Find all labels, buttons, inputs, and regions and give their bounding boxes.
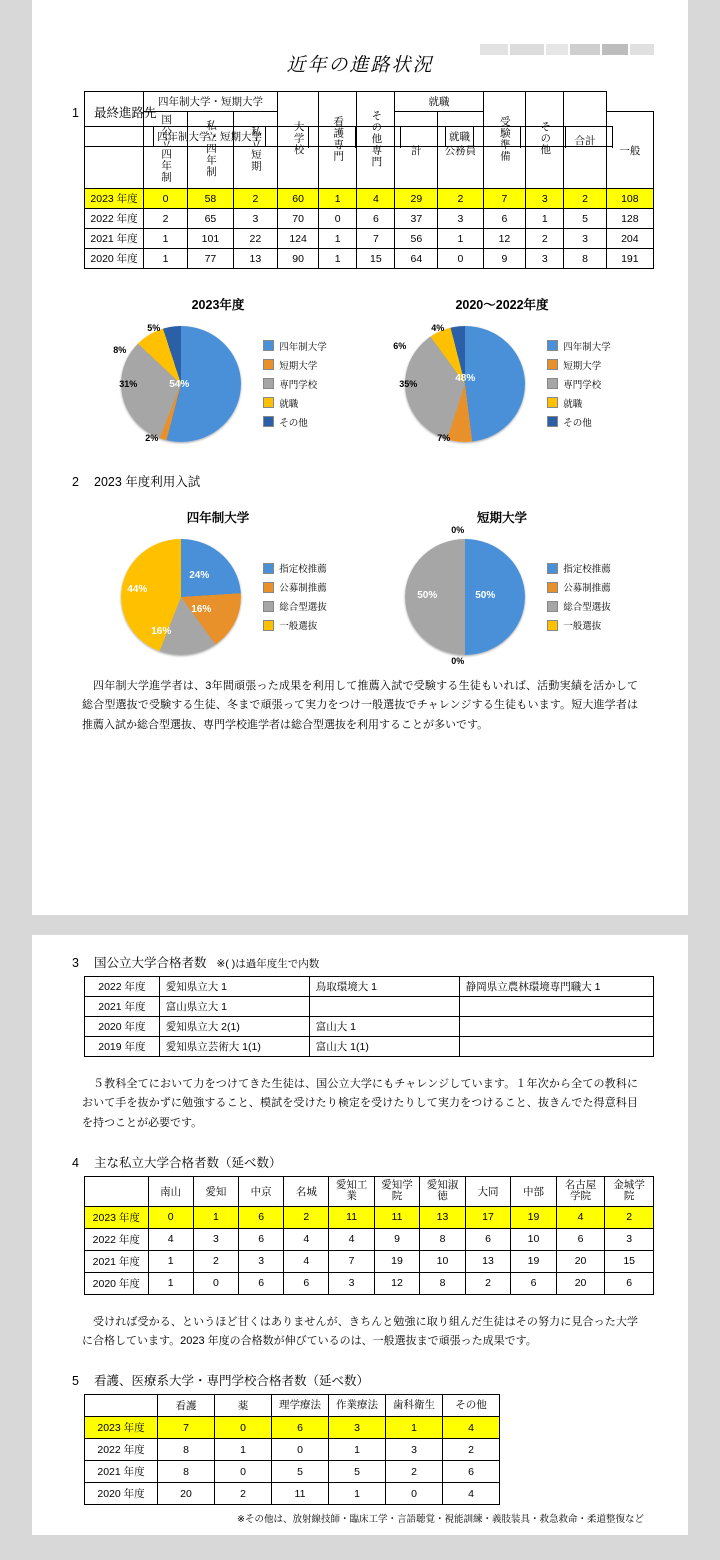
table-row — [85, 229, 654, 249]
cell: 29 — [395, 189, 438, 209]
cell: 0 — [215, 1461, 272, 1483]
table-header-row — [85, 1176, 654, 1206]
cell: 17 — [465, 1206, 511, 1228]
cell: 3 — [438, 209, 483, 229]
section-5-number: 5 — [72, 1374, 79, 1389]
header-university-group: 四年制大学・短期大学 — [154, 127, 266, 147]
cell: 12 — [374, 1272, 420, 1294]
cell: 13 — [233, 249, 277, 269]
row-year: 2022 年度 — [85, 977, 160, 997]
cell: 0 — [319, 209, 357, 229]
cell: 13 — [420, 1206, 466, 1228]
chart-4year-univ — [76, 508, 360, 659]
section-3-heading — [66, 953, 654, 971]
cell: 1 — [144, 229, 188, 249]
cell: 2 — [526, 229, 564, 249]
row-year: 2022 年度 — [85, 1439, 158, 1461]
cell: 56 — [395, 229, 438, 249]
row-year: 2019 年度 — [85, 1037, 160, 1057]
legend-label: 公募制推薦 — [279, 583, 327, 594]
page-separator — [0, 915, 720, 935]
cell: 4 — [556, 1206, 605, 1228]
col-juken-junbi: 受験準備 — [498, 115, 511, 162]
cell: 77 — [188, 249, 234, 269]
cell: 2 — [215, 1483, 272, 1505]
cell: 6 — [284, 1272, 329, 1294]
cell: 7 — [483, 189, 526, 209]
header-employment-group: 就職 — [446, 127, 474, 147]
row-year: 2020 年度 — [85, 1272, 149, 1294]
cell: 6 — [357, 209, 395, 229]
legend-label: 短期大学 — [279, 360, 318, 372]
col-sonota: その他 — [539, 121, 552, 156]
col-nagoya-gakuin: 名古屋学院 — [556, 1176, 605, 1206]
cell: 2 — [564, 189, 606, 209]
row-year: 2023 年度 — [85, 1417, 158, 1439]
col-rigaku-ryoho: 理学療法 — [272, 1395, 329, 1417]
legend-label: 専門学校 — [279, 379, 318, 391]
pie-label: 16% — [151, 626, 172, 637]
cell: 108 — [606, 189, 653, 209]
cell: 1 — [329, 1439, 386, 1461]
legend-label: 就職 — [563, 398, 583, 410]
cell — [459, 997, 653, 1017]
legend-label: 総合型選抜 — [563, 602, 611, 613]
col-aichi-kogyo: 愛知工業 — [329, 1176, 374, 1206]
cell: 0 — [386, 1483, 443, 1505]
cell: 191 — [606, 249, 653, 269]
cell: 19 — [511, 1206, 557, 1228]
col-sonota-senmon: その他専門 — [370, 109, 383, 168]
cell: 10 — [511, 1228, 557, 1250]
cell: 1 — [438, 229, 483, 249]
cell: 愛知県立大 2(1) — [159, 1017, 309, 1037]
page-2 — [32, 935, 688, 1535]
table-row — [85, 1037, 654, 1057]
col-chubu: 中部 — [511, 1176, 557, 1206]
pie-label: 35% — [399, 379, 418, 389]
table-row — [85, 1206, 654, 1228]
cell: 20 — [158, 1483, 215, 1505]
cell: 3 — [526, 249, 564, 269]
legend-label: 就職 — [279, 398, 299, 410]
row-year: 2021 年度 — [85, 229, 144, 249]
section-2-paragraph: 四年制大学進学者は、3年間頑張った成果を利用して推薦入試で受験する生徒もいれば、活動実績を活かして総合型選抜で受験する生徒、冬まで頑張って実力をつけ一般選抜でチャレンジする生徒もいます。短大進学者は推薦入試か総合型選抜、専門学校進学者は総合型選抜を利用することが多いです。 — [82, 680, 638, 731]
cell: 3 — [329, 1417, 386, 1439]
cell: 4 — [443, 1483, 500, 1505]
cell: 2 — [144, 209, 188, 229]
cell: 3 — [233, 209, 277, 229]
cell: 10 — [420, 1250, 466, 1272]
cell: 1 — [526, 209, 564, 229]
cell: 2 — [443, 1439, 500, 1461]
table-row — [85, 1272, 654, 1294]
cell: 愛知県立大 1 — [159, 977, 309, 997]
section-3-title: 国公立大学合格者数 — [94, 956, 207, 970]
row-year: 2023 年度 — [85, 189, 144, 209]
cell: 64 — [395, 249, 438, 269]
pie-label: 50% — [475, 590, 496, 601]
cell: 7 — [158, 1417, 215, 1439]
pie-chart — [393, 525, 543, 666]
legend-label: 指定校推薦 — [563, 564, 611, 575]
col-shika-eisei: 歯科衛生 — [386, 1395, 443, 1417]
legend-label: 専門学校 — [563, 379, 602, 391]
cell — [459, 1017, 653, 1037]
section-1-number: 1 — [72, 106, 79, 120]
pie-chart — [109, 321, 259, 446]
cell: 3 — [605, 1228, 654, 1250]
pie-label: 4% — [431, 323, 445, 333]
cell: 90 — [277, 249, 318, 269]
pie-label: 0% — [451, 525, 465, 535]
table-row — [85, 1017, 654, 1037]
cell: 6 — [556, 1228, 605, 1250]
cell: 70 — [277, 209, 318, 229]
header-row-top — [85, 92, 654, 112]
table-row — [85, 1439, 500, 1461]
cell: 19 — [374, 1250, 420, 1272]
section-3-number: 3 — [72, 956, 79, 970]
exam-type-pie-charts — [76, 508, 644, 666]
legend-label: 短期大学 — [563, 360, 602, 372]
cell — [459, 1037, 653, 1057]
section-5-note: ※その他は、放射線技師・臨床工学・言語聴覚・視能訓練・義肢装具・救急救命・柔道整復など — [237, 1514, 644, 1526]
cell: 1 — [144, 249, 188, 269]
col-chukyo: 中京 — [239, 1176, 284, 1206]
private-univ-table — [84, 1176, 654, 1295]
cell: 6 — [272, 1417, 329, 1439]
cell: 2 — [605, 1206, 654, 1228]
page-title: 近年の進路状況 — [286, 55, 434, 76]
pie-label: 44% — [127, 584, 148, 595]
cell: 0 — [148, 1206, 193, 1228]
legend-label: 四年制大学 — [279, 341, 327, 353]
col-nanzan: 南山 — [148, 1176, 193, 1206]
pie-chart — [393, 321, 543, 446]
section-1-title: 最終進路先 — [94, 106, 157, 120]
pie-label: 5% — [147, 323, 161, 333]
table-row — [85, 249, 654, 269]
cell: 58 — [188, 189, 234, 209]
row-year: 2021 年度 — [85, 1461, 158, 1483]
cell: 6 — [605, 1272, 654, 1294]
cell: 9 — [374, 1228, 420, 1250]
col-daigakko: 大学校 — [292, 121, 305, 156]
cell: 3 — [193, 1228, 238, 1250]
cell: 3 — [329, 1272, 374, 1294]
group-header-university: 四年制大学・短期大学 — [144, 92, 278, 112]
cell: 65 — [188, 209, 234, 229]
pie-label: 24% — [189, 570, 210, 581]
cell: 11 — [374, 1206, 420, 1228]
cell: 37 — [395, 209, 438, 229]
cell: 11 — [272, 1483, 329, 1505]
row-year: 2022 年度 — [85, 209, 144, 229]
pie-label: 0% — [451, 656, 465, 666]
chart-2023 — [76, 295, 360, 446]
table-row — [85, 977, 654, 997]
cell: 2 — [438, 189, 483, 209]
chart-legend — [263, 334, 327, 434]
cell: 静岡県立農林環境専門職大 1 — [459, 977, 653, 997]
cell: 9 — [483, 249, 526, 269]
cell: 8 — [158, 1461, 215, 1483]
cell: 6 — [511, 1272, 557, 1294]
cell: 3 — [239, 1250, 284, 1272]
pie-label: 31% — [119, 379, 138, 389]
table-header-row — [85, 1395, 500, 1417]
pie-label: 54% — [169, 379, 190, 390]
cell: 富山大 1(1) — [309, 1037, 459, 1057]
cell: 0 — [272, 1439, 329, 1461]
destination-pie-charts — [76, 295, 644, 446]
row-year: 2021 年度 — [85, 997, 160, 1017]
row-year: 2021 年度 — [85, 1250, 149, 1272]
cell: 8 — [420, 1272, 466, 1294]
col-meijo: 名城 — [284, 1176, 329, 1206]
cell: 0 — [215, 1417, 272, 1439]
cell: 6 — [483, 209, 526, 229]
cell: 101 — [188, 229, 234, 249]
cell: 124 — [277, 229, 318, 249]
col-kei: 計 — [395, 112, 438, 189]
cell: 富山県立大 1 — [159, 997, 309, 1017]
cell: 1 — [386, 1417, 443, 1439]
section-4-heading — [66, 1153, 654, 1171]
col-kokkoritsu: 国公立四年制 — [160, 114, 173, 183]
col-daido: 大同 — [465, 1176, 511, 1206]
row-year: 2020 年度 — [85, 1017, 160, 1037]
cell: 7 — [329, 1250, 374, 1272]
cell: 5 — [272, 1461, 329, 1483]
cell: 0 — [144, 189, 188, 209]
cell: 鳥取環境大 1 — [309, 977, 459, 997]
nursing-medical-table — [84, 1394, 500, 1505]
pie-label: 50% — [417, 590, 438, 601]
col-yaku: 薬 — [215, 1395, 272, 1417]
section-4-paragraph: 受ければ受かる、というほど甘くはありませんが、きちんと勉強に取り組んだ生徒はその努力に見合った大学に合格しています。2023 年度の合格数が伸びているのは、一般選抜まで頑張った成果です。 — [82, 1315, 638, 1348]
cell: 8 — [158, 1439, 215, 1461]
cell: 0 — [438, 249, 483, 269]
section-4-number: 4 — [72, 1155, 79, 1170]
cell: 204 — [606, 229, 653, 249]
col-aichi: 愛知 — [193, 1176, 238, 1206]
page-1 — [32, 0, 688, 915]
section-3-paragraph: ５教科全てにおいて力をつけてきた生徒は、国公立大学にもチャレンジしています。１年次から全ての教科において手を抜かずに勉強すること、模試を受けたり検定を受けたりして実力をつけること、抜きんでた得意科目を持つことが必要です。 — [82, 1078, 638, 1129]
cell — [309, 997, 459, 1017]
legend-label: その他 — [279, 417, 308, 429]
col-shiritsu-tanki: 私立短期 — [249, 125, 262, 172]
cell: 2 — [284, 1206, 329, 1228]
cell: 0 — [193, 1272, 238, 1294]
cell: 1 — [319, 189, 357, 209]
redacted-header-block — [480, 44, 654, 55]
chart-legend — [547, 334, 611, 434]
pie-chart — [109, 534, 259, 659]
legend-label: 一般選抜 — [279, 621, 318, 632]
national-public-univ-table — [84, 976, 654, 1057]
section-5-heading — [66, 1371, 654, 1389]
table-row — [85, 1228, 654, 1250]
col-kinjo-gakuin: 金城学院 — [605, 1176, 654, 1206]
col-aichi-gakuin: 愛知学院 — [374, 1176, 420, 1206]
cell: 4 — [284, 1250, 329, 1272]
col-sagyo-ryoho: 作業療法 — [329, 1395, 386, 1417]
cell: 1 — [319, 229, 357, 249]
chart-title: 短期大学 — [476, 511, 527, 525]
cell: 3 — [564, 229, 606, 249]
chart-title: 2023年度 — [191, 298, 245, 312]
cell: 2 — [233, 189, 277, 209]
table-row — [85, 1461, 500, 1483]
row-year: 2020 年度 — [85, 249, 144, 269]
cell: 8 — [564, 249, 606, 269]
table-row — [85, 997, 654, 1017]
cell: 6 — [239, 1206, 284, 1228]
legend-label: 総合型選抜 — [279, 602, 327, 613]
cell: 愛知県立芸術大 1(1) — [159, 1037, 309, 1057]
cell: 2 — [386, 1461, 443, 1483]
cell: 15 — [605, 1250, 654, 1272]
cell: 6 — [239, 1228, 284, 1250]
col-koumuin: 公務員 — [438, 112, 483, 189]
cell: 4 — [329, 1228, 374, 1250]
cell: 12 — [483, 229, 526, 249]
cell: 5 — [564, 209, 606, 229]
chart-title: 2020〜2022年度 — [455, 298, 549, 312]
chart-2020-2022 — [360, 295, 644, 446]
legend-label: 一般選抜 — [563, 621, 602, 632]
table-row — [85, 1483, 500, 1505]
section-2-title: 2023 年度利用入試 — [94, 475, 201, 489]
cell: 4 — [148, 1228, 193, 1250]
table-row — [85, 209, 654, 229]
cell: 1 — [215, 1439, 272, 1461]
pie-label: 48% — [455, 373, 476, 384]
cell: 11 — [329, 1206, 374, 1228]
col-total: 合計 — [564, 92, 606, 189]
final-destination-table-main — [84, 91, 654, 269]
row-year: 2023 年度 — [85, 1206, 149, 1228]
pie-label: 16% — [191, 604, 212, 615]
chart-title: 四年制大学 — [186, 511, 250, 525]
row-year: 2022 年度 — [85, 1228, 149, 1250]
cell: 8 — [420, 1228, 466, 1250]
cell: 1 — [148, 1272, 193, 1294]
cell: 3 — [526, 189, 564, 209]
col-sonota: その他 — [443, 1395, 500, 1417]
cell: 1 — [148, 1250, 193, 1272]
cell: 4 — [357, 189, 395, 209]
cell: 1 — [319, 249, 357, 269]
chart-junior-college — [360, 508, 644, 666]
col-kango: 看護専門 — [332, 115, 345, 162]
col-aichi-shukutoku: 愛知淑徳 — [420, 1176, 466, 1206]
col-shiritsu-4: 私立四年制 — [204, 119, 217, 178]
legend-label: 四年制大学 — [563, 341, 611, 353]
chart-legend — [263, 556, 327, 637]
section-4-title: 主な私立大学合格者数（延べ数） — [94, 1155, 282, 1170]
table-row — [85, 1250, 654, 1272]
cell: 20 — [556, 1272, 605, 1294]
cell: 富山大 1 — [309, 1017, 459, 1037]
cell: 2 — [193, 1250, 238, 1272]
cell: 4 — [443, 1417, 500, 1439]
cell: 6 — [465, 1228, 511, 1250]
legend-label: 公募制推薦 — [563, 583, 611, 594]
cell: 5 — [329, 1461, 386, 1483]
section-2-number: 2 — [72, 475, 79, 489]
col-ippan: 一般 — [606, 112, 653, 189]
legend-label: その他 — [563, 417, 592, 429]
cell: 15 — [357, 249, 395, 269]
section-5-title: 看護、医療系大学・専門学校合格者数（延べ数） — [94, 1374, 370, 1389]
section-2-heading — [66, 472, 654, 490]
cell: 1 — [329, 1483, 386, 1505]
cell: 13 — [465, 1250, 511, 1272]
pie-label: 2% — [145, 433, 159, 443]
cell: 3 — [386, 1439, 443, 1461]
pie-label: 8% — [113, 345, 127, 355]
group-header-employment: 就職 — [395, 92, 483, 112]
table-row — [85, 1417, 500, 1439]
cell: 6 — [239, 1272, 284, 1294]
chart-legend — [547, 556, 611, 637]
col-kango: 看護 — [158, 1395, 215, 1417]
cell: 20 — [556, 1250, 605, 1272]
row-year: 2020 年度 — [85, 1483, 158, 1505]
cell: 128 — [606, 209, 653, 229]
legend-label: 指定校推薦 — [279, 564, 327, 575]
table-row — [85, 189, 654, 209]
pie-label: 7% — [437, 433, 451, 443]
cell: 19 — [511, 1250, 557, 1272]
cell: 60 — [277, 189, 318, 209]
cell: 6 — [443, 1461, 500, 1483]
cell: 22 — [233, 229, 277, 249]
pie-label: 6% — [393, 341, 407, 351]
cell: 7 — [357, 229, 395, 249]
cell: 1 — [193, 1206, 238, 1228]
cell: 4 — [284, 1228, 329, 1250]
cell: 2 — [465, 1272, 511, 1294]
section-3-note: ※( )は過年度生で内数 — [216, 958, 320, 970]
